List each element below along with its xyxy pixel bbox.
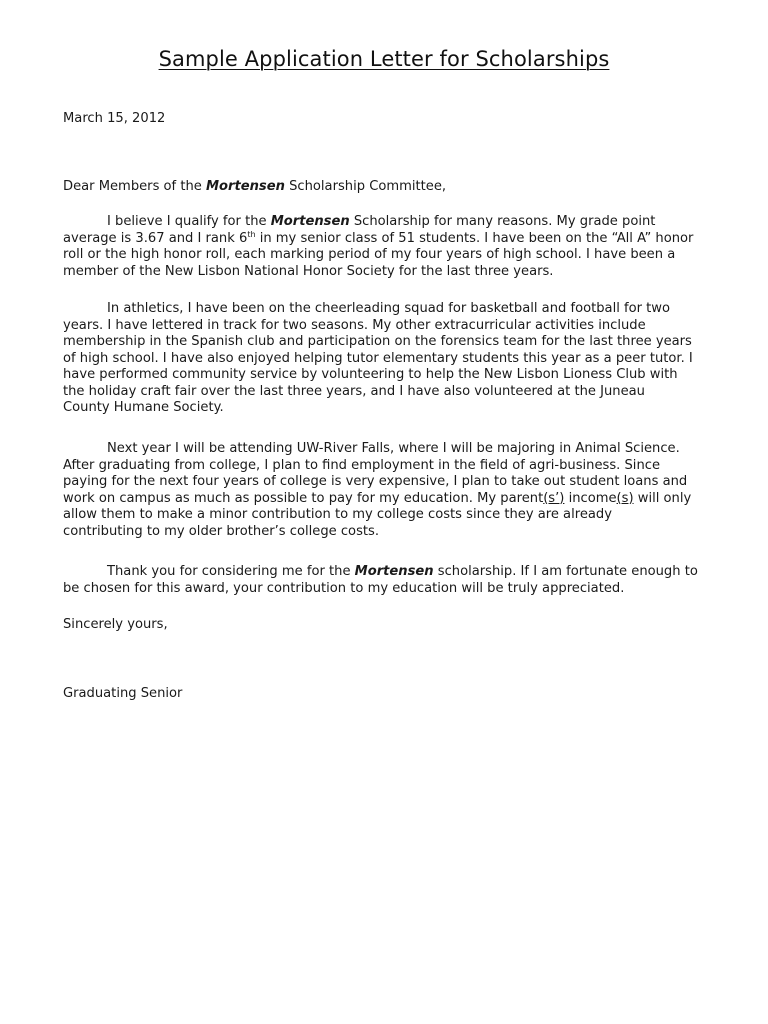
text-span: I believe I qualify for the [107,214,271,229]
salutation-text: Scholarship Committee, [284,179,447,194]
text-span: work on campus as much as possible to pay for my education. My parent [63,490,544,506]
paragraph-qualifications [63,214,723,280]
paragraph-thanks [63,564,723,597]
text-span: scholarship. If I am fortunate enough to [433,564,698,579]
text-line: roll or the high honor roll, each marking period of my four years of high school. I have been a [63,247,676,262]
paragraph-plans [63,441,723,540]
text-span: income [564,490,617,506]
scholarship-name: Mortensen [354,564,434,579]
text-span: Thank you for considering me for the [107,564,355,579]
ordinal-suffix: th [247,229,256,239]
text-line [63,214,723,231]
text-line: years. I have lettered in track for two seasons. My other extracurricular activities include [63,317,646,333]
text-line [63,231,723,248]
text-line: of high school. I have also enjoyed helping tutor elementary students this year as a peer tutor. I [63,350,693,366]
scholarship-name: Mortensen [270,214,350,229]
closing: Sincerely yours, [63,617,168,632]
text-line [63,564,723,581]
text-span: will only [633,490,692,506]
text-span: average is 3.67 and I rank 6 [63,230,248,246]
letter-date: March 15, 2012 [63,111,166,126]
text-line: member of the New Lisbon National Honor Society for the last three years. [63,263,554,279]
text-line: contributing to my older brother’s college costs. [63,523,380,539]
text-line [63,491,723,508]
text-line: County Humane Society. [63,400,224,415]
scholarship-name: Mortensen [205,179,285,194]
text-line: allow them to make a minor contribution to my college costs since they are already [63,507,612,522]
salutation-text: Dear Members of the [63,179,206,194]
text-line: have performed community service by volunteering to help the New Lisbon Lioness Club with [63,367,678,382]
text-line: the holiday craft fair over the last three years, and I have also volunteered at the Juneau [63,383,645,399]
underlined-text: (s) [616,490,634,506]
underlined-text: (s’) [543,490,565,506]
text-line: paying for the next four years of college is very expensive, I plan to take out student loans and [63,474,688,489]
text-line: be chosen for this award, your contribution to my education will be truly appreciated. [63,580,625,596]
paragraph-activities [63,301,723,417]
salutation [63,179,723,196]
text-line: Next year I will be attending UW-River Falls, where I will be majoring in Animal Science. [107,441,680,456]
text-line: membership in the Spanish club and participation on the forensics team for the last three years [63,334,692,349]
text-span: Scholarship for many reasons. My grade point [349,214,656,229]
text-line: In athletics, I have been on the cheerleading squad for basketball and football for two [107,301,671,316]
text-span: in my senior class of 51 students. I have been on the “All A” honor [255,230,694,246]
document-title: Sample Application Letter for Scholarships [158,47,610,71]
text-line: After graduating from college, I plan to find employment in the field of agri-business. Since [63,457,660,473]
signature: Graduating Senior [63,686,183,701]
